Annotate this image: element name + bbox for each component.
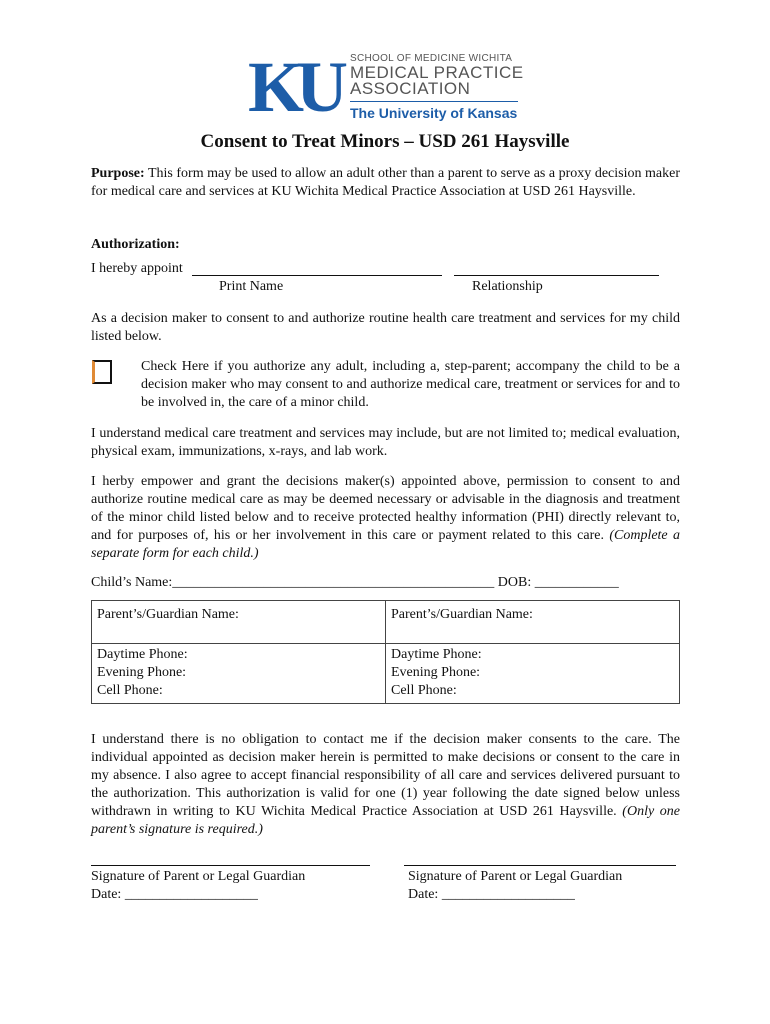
child-name-field[interactable]: ______________________________________________ <box>172 575 495 590</box>
purpose-paragraph <box>91 165 680 201</box>
empower-note: (Complete a separate form for each child.) <box>91 528 680 561</box>
signature-block-2 <box>408 868 622 904</box>
cell-phone-label: Cell Phone: <box>97 683 163 698</box>
evening-phone-label: Evening Phone: <box>391 665 481 680</box>
obligation-text: I understand there is no obligation to contact me if the decision maker consents to the care. The individual appointed as decision maker herein is permitted to make decisions or consent to the care in my absence. I also agree to accept financial responsibility of all care and services delivered pursuant to the authorization. This authorization is valid for one (1) year following the date signed below unless withdrawn in writing to KU Wichita Medical Practice Association at USD 261 Haysville. <box>91 732 680 819</box>
empower-paragraph <box>91 473 680 563</box>
decision-paragraph: As a decision maker to consent to and authorize routine health care treatment and services for my child listed below. <box>91 311 680 344</box>
table-row <box>92 601 680 644</box>
obligation-note: (Only one parent’s signature is required.) <box>91 804 680 837</box>
table-row <box>92 644 680 704</box>
logo-text <box>350 53 524 122</box>
daytime-phone-label: Daytime Phone: <box>97 647 188 662</box>
relationship-label: Relationship <box>472 279 543 294</box>
signature-block-1 <box>91 868 305 904</box>
child-row <box>91 575 619 591</box>
print-name-label: Print Name <box>219 279 284 294</box>
dob-label: DOB: <box>494 575 535 590</box>
relationship-field[interactable] <box>454 275 659 276</box>
guardian-name-cell-1[interactable]: Parent’s/Guardian Name: <box>92 601 386 644</box>
purpose-text: This form may be used to allow an adult other than a parent to serve as a proxy decision maker for medical care and services at KU Wichita Medical Practice Association at USD 261 Haysville. <box>91 166 680 199</box>
logo-line2: ASSOCIATION <box>350 79 471 98</box>
logo-line1: MEDICAL PRACTICE <box>350 63 524 82</box>
authorize-any-adult-checkbox[interactable] <box>92 360 112 384</box>
phones-cell-1[interactable] <box>92 644 386 704</box>
authorization-heading: Authorization: <box>91 237 180 252</box>
appoint-text: I hereby appoint <box>91 261 183 276</box>
logo-rule <box>350 101 518 102</box>
child-name-label: Child’s Name: <box>91 575 173 590</box>
logo-school: SCHOOL OF MEDICINE WICHITA <box>350 53 513 64</box>
date-field[interactable]: Date: ___________________ <box>408 887 575 902</box>
signature-line-2[interactable] <box>404 865 676 866</box>
signature-line-1[interactable] <box>91 865 370 866</box>
obligation-paragraph <box>91 731 680 839</box>
dob-field[interactable]: ____________ <box>534 575 619 590</box>
understand-paragraph: I understand medical care treatment and services may include, but are not limited to; medical evaluation, physical exam, immunizations, x-rays, and lab work. <box>91 426 680 459</box>
cell-phone-label: Cell Phone: <box>391 683 457 698</box>
page-title: Consent to Treat Minors – USD 261 Haysville <box>200 131 570 152</box>
evening-phone-label: Evening Phone: <box>97 665 187 680</box>
daytime-phone-label: Daytime Phone: <box>391 647 482 662</box>
phones-cell-2[interactable] <box>386 644 680 704</box>
purpose-label: Purpose: <box>91 166 145 181</box>
logo-mark: KU <box>248 47 340 127</box>
signature-label: Signature of Parent or Legal Guardian <box>408 869 623 884</box>
guardian-table <box>91 600 680 704</box>
check-paragraph: Check Here if you authorize any adult, including a, step-parent; accompany the child to be a decision maker who may consent to and authorize medical care, treatment or services for and to be involved in, the care of a minor child. <box>141 359 680 410</box>
print-name-field[interactable] <box>192 275 442 276</box>
ku-logo <box>244 47 524 127</box>
logo-university: The University of Kansas <box>350 105 518 121</box>
guardian-name-cell-2[interactable]: Parent’s/Guardian Name: <box>386 601 680 644</box>
signature-label: Signature of Parent or Legal Guardian <box>91 869 306 884</box>
empower-text: I herby empower and grant the decisions maker(s) appointed above, permission to consent to and authorize routine medical care as may be deemed necessary or advisable in the diagnosis and treatment of the minor child listed below and to receive protected healthy information (PHI) directly relevant to, and for purposes of, his or her involvement in this care or payment related to this care. <box>91 474 680 543</box>
date-field[interactable]: Date: ___________________ <box>91 887 258 902</box>
